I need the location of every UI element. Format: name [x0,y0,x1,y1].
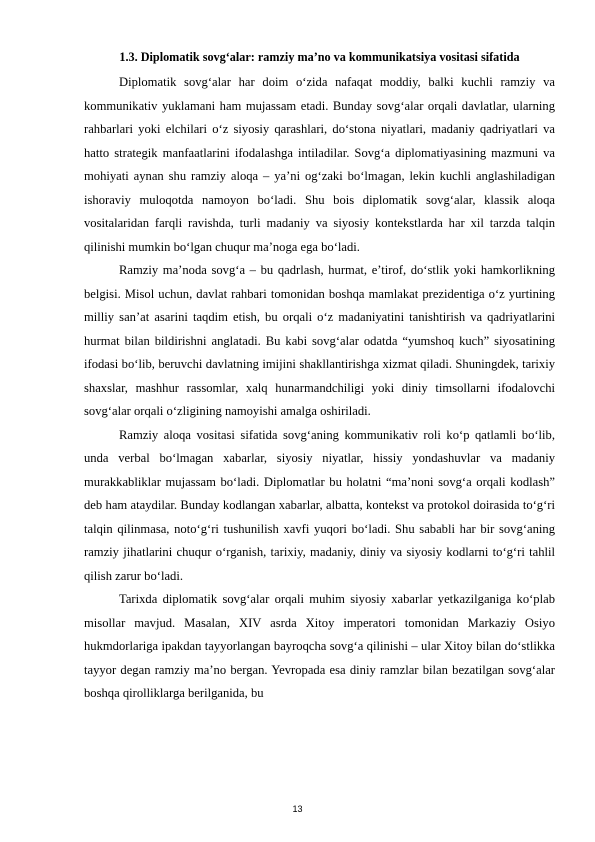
paragraph-4: Tarixda diplomatik sovg‘alar orqali muhim siyosiy xabarlar yetkazilganiga ko‘plab misollar mavjud. Masalan, XIV asrda Xitoy imperatori tomonidan Markaziy Osiyo hukmdorlariga ipakdan tayyorlangan bayroqcha sovg‘a qilinishi – ular Xitoy bilan do‘stlikka tayyor degan ramziy ma’no bergan. Yevropada esa diniy ramzlar bilan bezatilgan sovg‘alar boshqa qirolliklarga berilganida, bu [84,592,555,700]
paragraph-1: Diplomatik sovg‘alar har doim o‘zida nafaqat moddiy, balki kuchli ramziy va kommunikativ yuklamani ham mujassam etadi. Bunday sovg‘alar orqali davlatlar, ularning rahbarlari yoki elchilari o‘z siyosiy qarashlari, do‘stona niyatlari, madaniy qadriyatlari va hatto strategik manfaatlarini ifodalashga intiladilar. Sovg‘a diplomatiyasining mazmuni va mohiyati aynan shu ramziy aloqa – ya’ni og‘zaki bo‘lmagan, lekin kuchli anglashiladigan ishoraviy muloqotda namoyon bo‘ladi. Shu bois diplomatik sovg‘alar, klassik aloqa vositalaridan farqli ravishda, turli madaniy va siyosiy kontekstlarda har xil tarzda talqin qilinishi mumkin bo‘lgan chuqur ma’noga ega bo‘ladi. [84,75,555,254]
section-heading: 1.3. Diplomatik sovg‘alar: ramziy ma’no va kommunikatsiya vositasi sifatida [119,50,520,64]
document-page [84,48,555,706]
paragraph-3: Ramziy aloqa vositasi sifatida sovg‘aning kommunikativ roli ko‘p qatlamli bo‘lib, unda verbal bo‘lmagan xabarlar, siyosiy niyatlar, hissiy yondashuvlar va madaniy murakkabliklar mujassam bo‘ladi. Diplomatlar bu holatni “ma’noni sovg‘a orqali kodlash” deb ham ataydilar. Bunday kodlangan xabarlar, albatta, kontekst va protokol doirasida to‘g‘ri talqin qilinmasa, noto‘g‘ri tushunilish xavfi yuqori bo‘ladi. Shu sababli har bir sovg‘aning ramziy jihatlarini chuqur o‘rganish, tarixiy, madaniy, diniy va siyosiy kodlarni to‘g‘ri tahlil qilish zarur bo‘ladi. [84,427,555,583]
paragraph-2: Ramziy ma’noda sovg‘a – bu qadrlash, hurmat, e’tirof, do‘stlik yoki hamkorlikning belgisi. Misol uchun, davlat rahbari tomonidan boshqa mamlakat prezidentiga o‘z yurtining milliy san’at asarini taqdim etish, bu orqali o‘z madaniyatini tanishtirish va qadriyatlarini hurmat bilan bildirishni anglatadi. Bu kabi sovg‘alar odatda “yumshoq kuch” siyosatining ifodasi bo‘lib, beruvchi davlatning imijini shakllantirishga xizmat qiladi. Shuningdek, tarixiy shaxslar, mashhur rassomlar, xalq hunarmandchiligi yoki diniy timsollarni ifodalovchi sovg‘alar orqali o‘zligining namoyishi amalga oshiriladi. [84,263,555,418]
page-number: 13 [292,804,303,814]
